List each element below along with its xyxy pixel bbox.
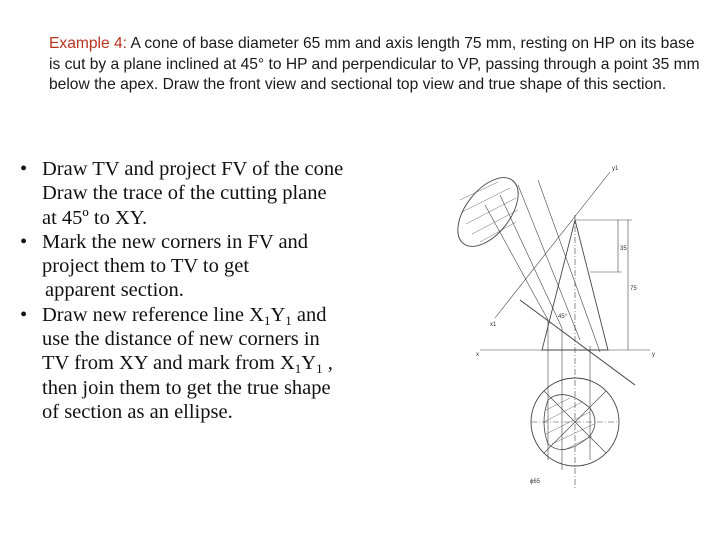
bullet-icon: • <box>20 158 28 180</box>
list-item-line: apparent section. <box>45 279 184 302</box>
x1y1-reference-line <box>495 172 610 318</box>
text-segment: , <box>322 352 333 375</box>
subscript: 1 <box>294 361 302 377</box>
projector-line <box>518 185 580 340</box>
label-x: x <box>476 352 479 358</box>
list-item-line: at 45º to XY. <box>42 206 148 229</box>
bullet-icon: • <box>20 303 28 326</box>
list-item-line: project them to TV to get <box>42 255 250 278</box>
text-segment: and <box>291 303 327 326</box>
text-segment: Y <box>301 352 317 375</box>
instruction-list <box>20 157 415 424</box>
text-segment: Draw new reference line X <box>42 303 264 326</box>
list-item-line: Mark the new corners in FV and <box>42 230 309 253</box>
bullet-icon: • <box>20 230 28 253</box>
list-item-line: then join them to get the true shape <box>42 376 331 399</box>
label-y1: y1 <box>612 166 619 172</box>
subscript: 1 <box>263 312 271 328</box>
label-x1: x1 <box>490 322 497 328</box>
cutting-plane-trace <box>520 300 635 385</box>
problem-text: A cone of base diameter 65 mm and axis length 75 mm, resting on HP on its base is cut by a plane inclined at 45° to HP and perpendicular to VP, passing through a point 35 mm below the apex. Draw the front view and sectional top view and true shape of this section. <box>49 35 700 93</box>
example-label: Example 4: <box>49 35 128 52</box>
list-item <box>20 303 415 424</box>
list-item <box>20 230 415 303</box>
list-item-line <box>42 303 415 327</box>
label-dim-75: 75 <box>630 286 637 292</box>
subscript: 1 <box>285 312 292 328</box>
list-item <box>20 157 415 230</box>
list-item-line <box>42 351 415 375</box>
list-item-line: of section as an ellipse. <box>42 400 233 423</box>
projector-line <box>538 180 600 352</box>
label-dim-35: 35 <box>620 246 627 252</box>
cone-section-drawing <box>440 160 680 490</box>
label-angle: 45° <box>558 314 568 320</box>
text-segment: Y <box>270 303 286 326</box>
true-shape-ellipse <box>446 167 530 257</box>
label-y: y <box>652 352 655 358</box>
list-item-line: use the distance of new corners in <box>42 328 320 351</box>
list-item-line: Draw TV and project FV of the cone <box>42 158 344 180</box>
list-item-line: Draw the trace of the cutting plane <box>42 182 327 205</box>
label-diameter: ϕ65 <box>530 479 541 485</box>
subscript: 1 <box>316 361 323 377</box>
text-segment: TV from XY and mark from X <box>42 352 295 375</box>
problem-statement <box>49 34 709 96</box>
